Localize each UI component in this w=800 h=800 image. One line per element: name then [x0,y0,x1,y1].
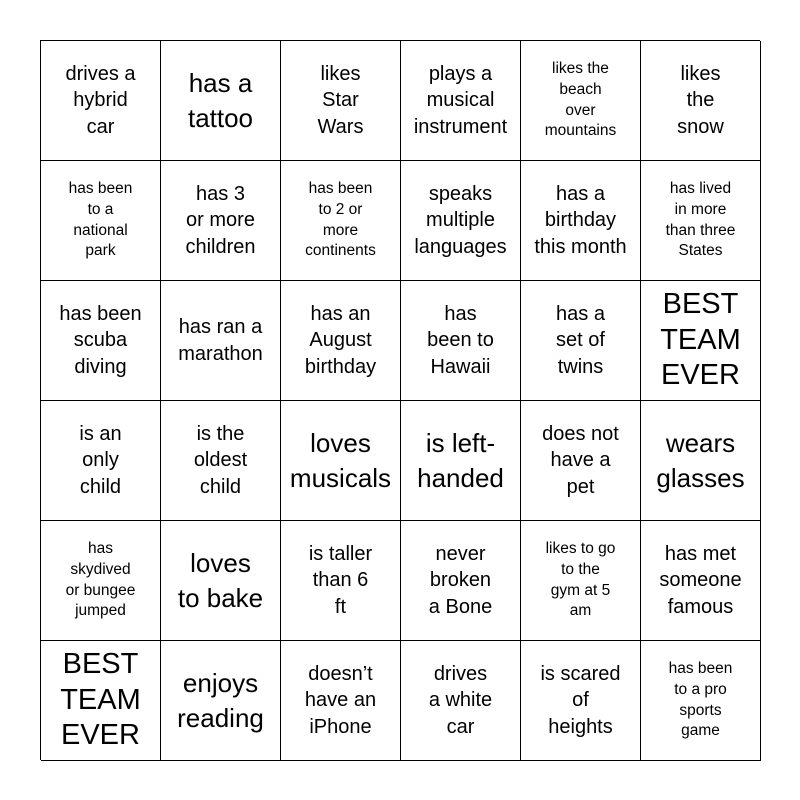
bingo-square[interactable] [161,521,281,641]
bingo-square[interactable] [41,641,161,761]
square-text: does not have a pet [542,422,619,498]
square-text: is left- handed [417,427,504,493]
square-text: has met someone famous [659,542,742,618]
bingo-square[interactable] [281,281,401,401]
square-text: BEST TEAM EVER [60,648,141,752]
bingo-square[interactable] [641,521,761,641]
square-text: drives a hybrid car [65,62,136,138]
bingo-square[interactable] [641,41,761,161]
square-text: has been to a pro sports game [668,659,733,740]
square-text: has a birthday this month [534,182,627,258]
square-text: likes Star Wars [317,62,364,138]
square-text: is an only child [79,422,122,498]
square-text: has skydived or bungee jumped [65,539,136,620]
bingo-square[interactable] [521,521,641,641]
square-text: has been to a national park [68,179,133,260]
square-text: is taller than 6 ft [308,542,373,618]
square-text: loves to bake [177,547,264,613]
bingo-board [40,40,760,760]
bingo-square[interactable] [281,641,401,761]
bingo-square[interactable] [641,401,761,521]
square-text: has 3 or more children [185,182,256,258]
bingo-square[interactable] [41,161,161,281]
bingo-square[interactable] [281,41,401,161]
bingo-square[interactable] [641,641,761,761]
bingo-square[interactable] [521,281,641,401]
bingo-square[interactable] [521,161,641,281]
bingo-square[interactable] [161,641,281,761]
bingo-square[interactable] [281,521,401,641]
square-text: BEST TEAM EVER [660,288,741,392]
bingo-square[interactable] [161,161,281,281]
bingo-square[interactable] [281,161,401,281]
square-text: has a tattoo [187,67,254,133]
square-text: loves musicals [289,427,392,493]
square-text: drives a white car [428,662,493,738]
bingo-square[interactable] [521,641,641,761]
bingo-square[interactable] [401,401,521,521]
square-text: wears glasses [656,427,745,493]
square-text: likes the beach over mountains [544,59,617,140]
bingo-square[interactable] [41,401,161,521]
square-text: has a set of twins [556,302,605,378]
bingo-square[interactable] [401,641,521,761]
square-text: has lived in more than three States [665,179,736,260]
square-text: plays a musical instrument [413,62,508,138]
square-text: has been scuba diving [59,302,142,378]
square-text: doesn’t have an iPhone [304,662,377,738]
bingo-square[interactable] [161,401,281,521]
bingo-square[interactable] [41,281,161,401]
bingo-square[interactable] [521,401,641,521]
bingo-square[interactable] [161,281,281,401]
bingo-square[interactable] [401,41,521,161]
square-text: has been to Hawaii [427,302,494,378]
square-text: likes the snow [677,62,724,138]
bingo-square[interactable] [641,281,761,401]
square-text: never broken a Bone [428,542,493,618]
square-text: is scared of heights [540,662,621,738]
square-text: speaks multiple languages [414,182,507,258]
bingo-square[interactable] [281,401,401,521]
bingo-square[interactable] [41,521,161,641]
bingo-square[interactable] [521,41,641,161]
square-text: is the oldest child [193,422,248,498]
bingo-square[interactable] [641,161,761,281]
square-text: has an August birthday [304,302,377,378]
bingo-square[interactable] [41,41,161,161]
square-text: has ran a marathon [178,316,263,365]
square-text: has been to 2 or more continents [305,179,376,260]
bingo-square[interactable] [161,41,281,161]
bingo-square[interactable] [401,281,521,401]
bingo-square[interactable] [401,161,521,281]
square-text: likes to go to the gym at 5 am [545,539,616,620]
square-text: enjoys reading [177,667,264,733]
bingo-square[interactable] [401,521,521,641]
